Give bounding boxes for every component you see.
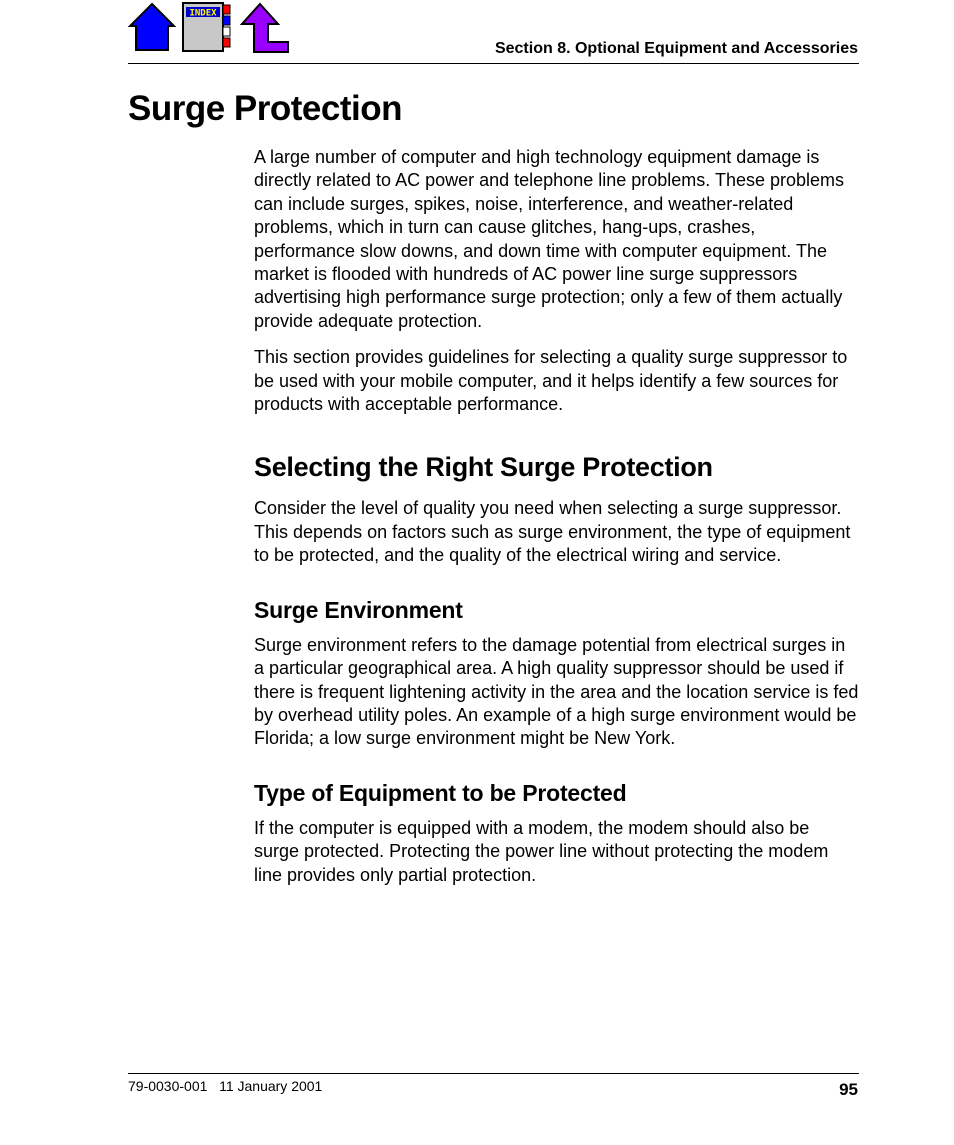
back-arrow-icon[interactable] xyxy=(238,2,290,54)
selecting-paragraph: Consider the level of quality you need when selecting a surge suppressor. This depends on factors such as surge environment, the type of equipment to be protected, and the quality of the electrical wiring and service. xyxy=(254,498,851,566)
intro-paragraph-1: A large number of computer and high technology equipment damage is directly related to AC power and telephone line problems. These problems can include surges, spikes, noise, interference, and weather-related problems, which in turn can cause glitches, hang-ups, crashes, performance slow downs, and down time with computer equipment. The market is flooded with hundreds of AC power line surge suppressors advertising high performance surge protection; only a few of them actually provide adequate protection. xyxy=(254,147,845,331)
header-rule xyxy=(128,63,859,64)
environment-paragraph: Surge environment refers to the damage potential from electrical surges in a particular geographical area. A high quality suppressor should be used if there is frequent lightening activity in the area and the location service is fed by overhead utility poles. An example of a high surge environment would be Florida; a low surge environment might be New York. xyxy=(254,634,859,749)
equipment-paragraph: If the computer is equipped with a modem, the modem should also be surge protected. Protecting the power line without protecting the modem line provides only partial protection. xyxy=(254,817,829,885)
environment-heading: Surge Environment xyxy=(254,596,463,623)
intro-paragraph-2: This section provides guidelines for selecting a quality surge suppressor to be used with your mobile computer, and it helps identify a few sources for products with acceptable performance. xyxy=(254,347,848,415)
equipment-heading: Type of Equipment to be Protected xyxy=(254,779,627,806)
nav-toolbar xyxy=(128,2,290,54)
page-title: Surge Protection xyxy=(128,89,402,128)
footer-doc-info: 79-0030-001 11 January 2001 xyxy=(128,1078,323,1094)
home-icon[interactable] xyxy=(128,2,176,52)
index-icon[interactable] xyxy=(182,2,232,52)
page-number: 95 xyxy=(839,1080,858,1099)
body-content xyxy=(254,146,859,900)
index-icon-label: INDEX xyxy=(189,8,217,19)
section-title: Section 8. Optional Equipment and Accessories xyxy=(494,40,858,57)
footer-rule xyxy=(128,1073,859,1074)
selecting-heading: Selecting the Right Surge Protection xyxy=(254,452,713,483)
